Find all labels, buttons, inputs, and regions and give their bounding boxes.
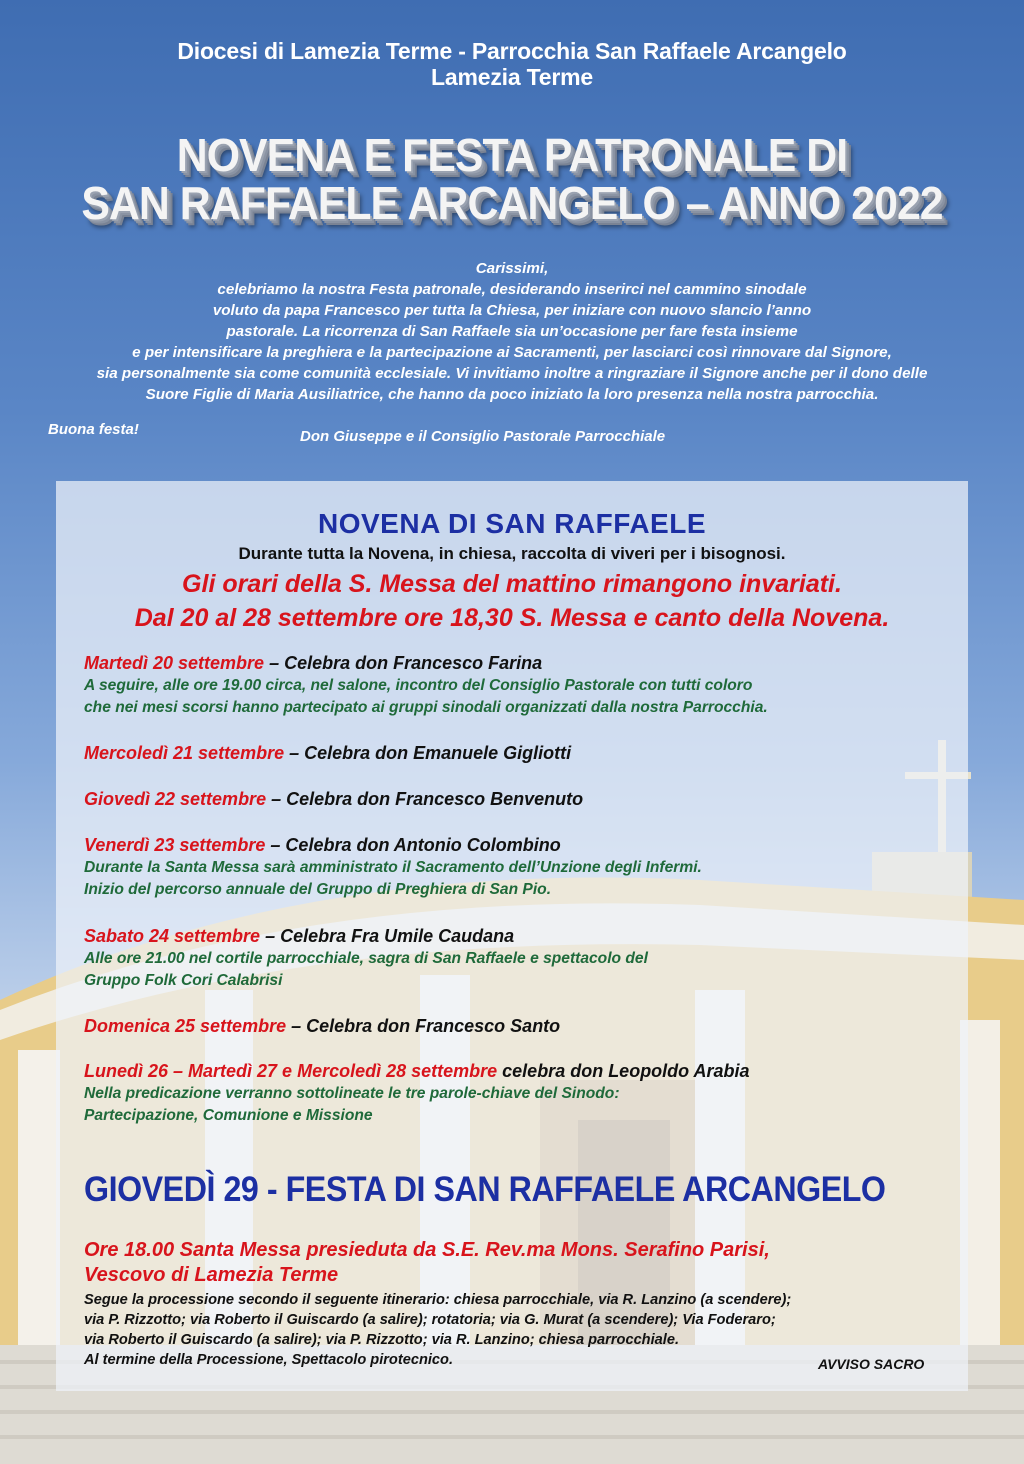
intro-line: pastorale. La ricorrenza di San Raffaele sia un’occasione per fare festa insieme — [226, 323, 798, 340]
route-line: via P. Rizzotto; via Roberto il Guiscardo (a salire); rotatoria; via G. Murat (a scendere); Via Foderaro; — [84, 1312, 776, 1328]
intro-line: e per intensificare la preghiera e la partecipazione ai Sacramenti, per lasciarci così rinnovare dal Signore, — [132, 344, 892, 361]
entry-note: Gruppo Folk Cori Calabrisi — [84, 972, 283, 989]
intro-line: Carissimi, — [475, 260, 549, 277]
entry-celebrant: – Celebra don Francesco Farina — [264, 653, 543, 673]
entry-date: Giovedì 22 settembre — [84, 789, 267, 809]
novena-entry — [84, 834, 964, 901]
entry-note: Nella predicazione verranno sottolineate le tre parole-chiave del Sinodo: — [84, 1085, 620, 1102]
entry-note: Inizio del percorso annuale del Gruppo di Preghiera di San Pio. — [84, 881, 552, 898]
festa-mass-line: Ore 18.00 Santa Messa presieduta da S.E. Rev.ma Mons. Serafino Parisi, — [84, 1239, 770, 1261]
main-title-line-2: SAN RAFFAELE ARCANGELO – ANNO 2022 — [81, 177, 943, 229]
city-line: Lamezia Terme — [431, 64, 593, 90]
entry-celebrant: – Celebra don Francesco Santo — [286, 1016, 561, 1036]
entry-note: A seguire, alle ore 19.00 circa, nel salone, incontro del Consiglio Pastorale con tutti coloro — [84, 677, 753, 694]
novena-entry — [84, 742, 964, 765]
entry-note: Partecipazione, Comunione e Missione — [84, 1107, 373, 1124]
greeting: Buona festa! — [48, 421, 139, 438]
entry-celebrant: celebra don Leopoldo Arabia — [497, 1061, 750, 1081]
novena-entry — [84, 652, 964, 719]
entry-note: Alle ore 21.00 nel cortile parrocchiale, sagra di San Raffaele e spettacolo del — [84, 950, 648, 967]
entry-date: Martedì 20 settembre — [84, 653, 265, 673]
intro-line: voluto da papa Francesco per tutta la Chiesa, per iniziare con nuovo slancio l’anno — [212, 302, 812, 319]
route-line: Segue la processione secondo il seguente itinerario: chiesa parrocchiale, via R. Lanzino (a scendere); — [84, 1292, 792, 1308]
avviso-sacro: AVVISO SACRO — [818, 1356, 925, 1372]
procession-route — [84, 1290, 791, 1370]
intro-line: sia personalmente sia come comunità ecclesiale. Vi invitiamo inoltre a ringraziare il Signore anche per il dono delle — [96, 365, 928, 382]
route-line: via Roberto il Guiscardo (a salire); via P. Rizzotto; via R. Lanzino; chiesa parrocchiale. — [84, 1332, 679, 1348]
novena-entry — [84, 788, 964, 811]
entry-celebrant: – Celebra don Antonio Colombino — [265, 835, 561, 855]
festa-title: GIOVEDÌ 29 - FESTA DI SAN RAFFAELE ARCANGELO — [84, 1170, 886, 1209]
entry-date: Venerdì 23 settembre — [84, 835, 266, 855]
entry-note: Durante la Santa Messa sarà amministrato il Sacramento dell’Unzione degli Infermi. — [84, 859, 702, 876]
signature: Don Giuseppe e il Consiglio Pastorale Parrocchiale — [300, 428, 666, 445]
entry-date: Lunedì 26 – Martedì 27 e Mercoledì 28 settembre — [84, 1061, 498, 1081]
entry-celebrant: – Celebra don Emanuele Gigliotti — [284, 743, 572, 763]
novena-title: NOVENA DI SAN RAFFAELE — [318, 508, 706, 539]
festa-bishop-line: Vescovo di Lamezia Terme — [84, 1264, 339, 1286]
route-line: Al termine della Processione, Spettacolo pirotecnico. — [84, 1352, 453, 1368]
novena-entry — [84, 1060, 964, 1127]
intro-line: celebriamo la nostra Festa patronale, desiderando inserirci nel cammino sinodale — [217, 281, 807, 298]
intro-line: Suore Figlie di Maria Ausiliatrice, che hanno da poco iniziato la loro presenza nella nostra parrocchia. — [145, 386, 879, 403]
entry-date: Domenica 25 settembre — [84, 1016, 287, 1036]
entry-celebrant: – Celebra don Francesco Benvenuto — [266, 789, 584, 809]
novena-entry — [84, 1015, 964, 1038]
entry-date: Sabato 24 settembre — [84, 926, 261, 946]
novena-schedule-note-1: Gli orari della S. Messa del mattino rimangono invariati. — [182, 570, 842, 598]
diocese-line: Diocesi di Lamezia Terme - Parrocchia San Raffaele Arcangelo — [177, 38, 847, 64]
novena-schedule-note-2: Dal 20 al 28 settembre ore 18,30 S. Messa e canto della Novena. — [134, 604, 890, 632]
intro-letter — [0, 258, 1024, 405]
novena-entry — [84, 925, 964, 992]
entry-note: che nei mesi scorsi hanno partecipato ai gruppi sinodali organizzati dalla nostra Parrocchia. — [84, 699, 768, 716]
novena-subtitle: Durante tutta la Novena, in chiesa, raccolta di viveri per i bisognosi. — [238, 544, 786, 563]
entry-date: Mercoledì 21 settembre — [84, 743, 285, 763]
main-title-line-1: NOVENA E FESTA PATRONALE DI — [176, 129, 848, 181]
entry-celebrant: – Celebra Fra Umile Caudana — [260, 926, 515, 946]
